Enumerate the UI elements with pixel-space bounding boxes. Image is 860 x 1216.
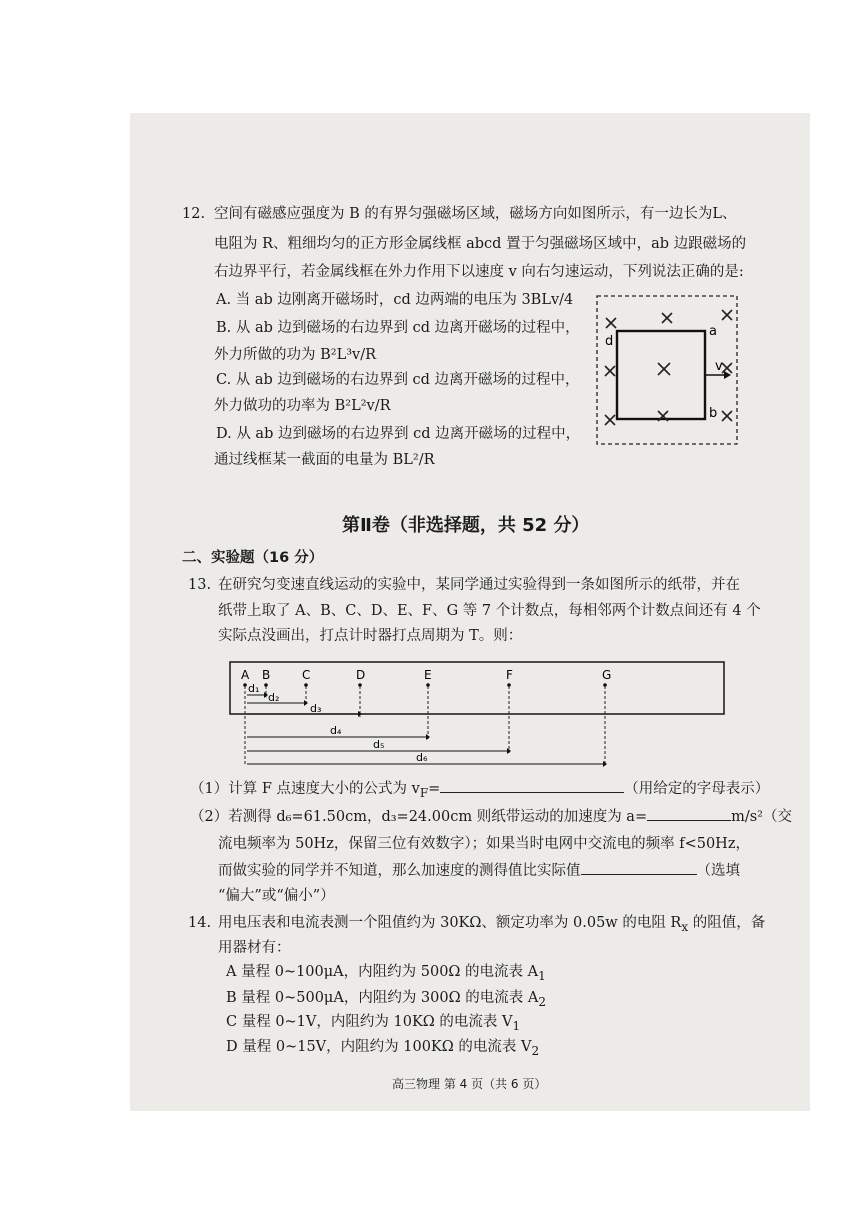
point-B: B: [262, 668, 271, 682]
velocity-arrowhead: [724, 371, 731, 379]
q12-option-b-line1: B. 从 ab 边到磁场的右边界到 cd 边离开磁场的过程中，: [216, 320, 580, 336]
point-G: G: [602, 668, 612, 682]
point-E: E: [424, 668, 432, 682]
answer-blank-acceleration[interactable]: [647, 820, 731, 821]
q12-option-b-line2: 外力所做的功为 B²L³v/R: [214, 347, 377, 363]
q12-number: 12.: [182, 206, 206, 222]
label-d2: d₂: [268, 691, 280, 704]
q14-stem-line1: [218, 914, 765, 936]
page-footer: 高三物理 第 4 页（共 6 页）: [392, 1077, 547, 1091]
q14-item-a-subscript: 1: [538, 968, 546, 983]
label-d3: d₃: [310, 702, 322, 715]
q14-stem-subscript: x: [681, 919, 689, 934]
q13-part1-equals: =: [428, 781, 441, 797]
q13-part2-line4: “偏大”或“偏小”）: [218, 888, 335, 904]
field-cross: [722, 310, 732, 320]
q12-option-a: A. 当 ab 边刚离开磁场时，cd 边两端的电压为 3BLv/4: [216, 292, 574, 308]
answer-blank-vf[interactable]: [440, 792, 624, 793]
q14-stem-line2: 用器材有：: [218, 940, 291, 956]
q13-part2-line3-hint: （选填: [696, 863, 740, 879]
q13-stem-line3: 实际点没画出，打点计时器打点周期为 T。则：: [218, 628, 523, 644]
q14-item-b-subscript: 2: [538, 994, 546, 1009]
field-cross: [605, 366, 615, 376]
q14-item-b-text: B 量程 0~500μA，内阻约为 300Ω 的电流表 A: [226, 990, 539, 1006]
q14-item-d-text: D 量程 0~15V，内阻约为 100KΩ 的电流表 V: [226, 1039, 532, 1055]
section2-title: 二、实验题（16 分）: [182, 550, 324, 566]
q12-option-d-line2: 通过线框某一截面的电量为 BL²/R: [214, 452, 435, 468]
q12-option-c-line2: 外力做功的功率为 B²L²v/R: [214, 398, 391, 414]
label-b: b: [709, 406, 718, 421]
field-cross: [658, 363, 670, 375]
q13-part1: [190, 780, 769, 802]
q14-item-a-text: A 量程 0~100μA，内阻约为 500Ω 的电流表 A: [226, 964, 539, 980]
q12-stem-line3: 右边界平行，若金属线框在外力作用下以速度 v 向右匀速运动，下列说法正确的是:: [214, 264, 744, 280]
q13-part2-line3: [218, 862, 740, 880]
field-cross: [722, 363, 732, 373]
answer-blank-bias[interactable]: [581, 874, 697, 875]
q12-option-d-line1: D. 从 ab 边到磁场的右边界到 cd 边离开磁场的过程中，: [216, 426, 581, 442]
q13-stem-line2: 纸带上取了 A、B、C、D、E、F、G 等 7 个计数点，每相邻两个计数点间还有 4 个: [218, 603, 761, 619]
q14-item-c: [226, 1013, 520, 1035]
field-cross: [662, 313, 672, 323]
label-d1: d₁: [248, 682, 260, 695]
label-d: d: [605, 334, 614, 349]
q14-stem-text: 用电压表和电流表测一个阻值约为 30KΩ、额定功率为 0.05w 的电阻 R: [218, 915, 682, 931]
d4-arrowhead: [426, 734, 430, 740]
square-loop: [617, 331, 705, 419]
q13-part2-unit: m/s²（交: [731, 809, 792, 825]
point-C: C: [302, 668, 311, 682]
q13-part2-line1: [190, 808, 792, 826]
q12-stem-line2: 电阻为 R、粗细均匀的正方形金属线框 abcd 置于匀强磁场区域中，ab 边跟磁场的: [214, 236, 747, 252]
q12-magnetic-field-figure: [592, 293, 742, 447]
label-a: a: [709, 324, 717, 339]
q13-part2-line3-text: 而做实验的同学并不知道，那么加速度的测得值比实际值: [218, 863, 581, 879]
q13-part1-text: （1）计算 F 点速度大小的公式为 v: [190, 781, 420, 797]
q13-paper-tape-figure: [228, 661, 728, 771]
q13-number: 13.: [188, 577, 212, 593]
label-d4: d₄: [330, 724, 342, 737]
q14-item-d: [226, 1038, 539, 1060]
q14-number: 14.: [188, 915, 212, 931]
q13-stem-line1: 在研究匀变速直线运动的实验中，某同学通过实验得到一条如图所示的纸带，并在: [218, 577, 740, 593]
q14-stem-end: 的阻值，备: [688, 915, 766, 931]
q14-item-b: [226, 989, 546, 1011]
q13-part2-line2: 流电频率为 50Hz，保留三位有效数字）；如果当时电网中交流电的频率 f<50Hz，: [218, 836, 750, 852]
q13-part1-subscript: F: [419, 785, 429, 800]
q14-item-a: [226, 963, 546, 985]
q14-item-c-text: C 量程 0~1V，内阻约为 10KΩ 的电流表 V: [226, 1014, 513, 1030]
label-d5: d₅: [373, 738, 385, 751]
exam-page: [130, 113, 810, 1111]
part2-heading: 第Ⅱ卷（非选择题，共 52 分）: [342, 515, 590, 536]
point-F: F: [506, 668, 513, 682]
label-d6: d₆: [416, 751, 428, 764]
point-A: A: [241, 668, 250, 682]
q14-item-c-subscript: 1: [512, 1018, 521, 1033]
label-v: v: [715, 359, 723, 374]
q12-stem-line1: 空间有磁感应强度为 B 的有界匀强磁场区域，磁场方向如图所示，有一边长为L、: [214, 206, 737, 222]
field-cross: [722, 411, 732, 421]
field-cross: [606, 318, 616, 328]
d2-arrowhead: [304, 700, 308, 706]
q14-item-d-subscript: 2: [531, 1043, 540, 1058]
field-cross: [605, 415, 615, 425]
point-D: D: [356, 668, 366, 682]
q13-part1-hint: （用给定的字母表示）: [624, 781, 770, 797]
q12-option-c-line1: C. 从 ab 边到磁场的右边界到 cd 边离开磁场的过程中，: [216, 372, 580, 388]
q13-part2-text: （2）若测得 d₆=61.50cm，d₃=24.00cm 则纸带运动的加速度为 a=: [190, 809, 648, 825]
